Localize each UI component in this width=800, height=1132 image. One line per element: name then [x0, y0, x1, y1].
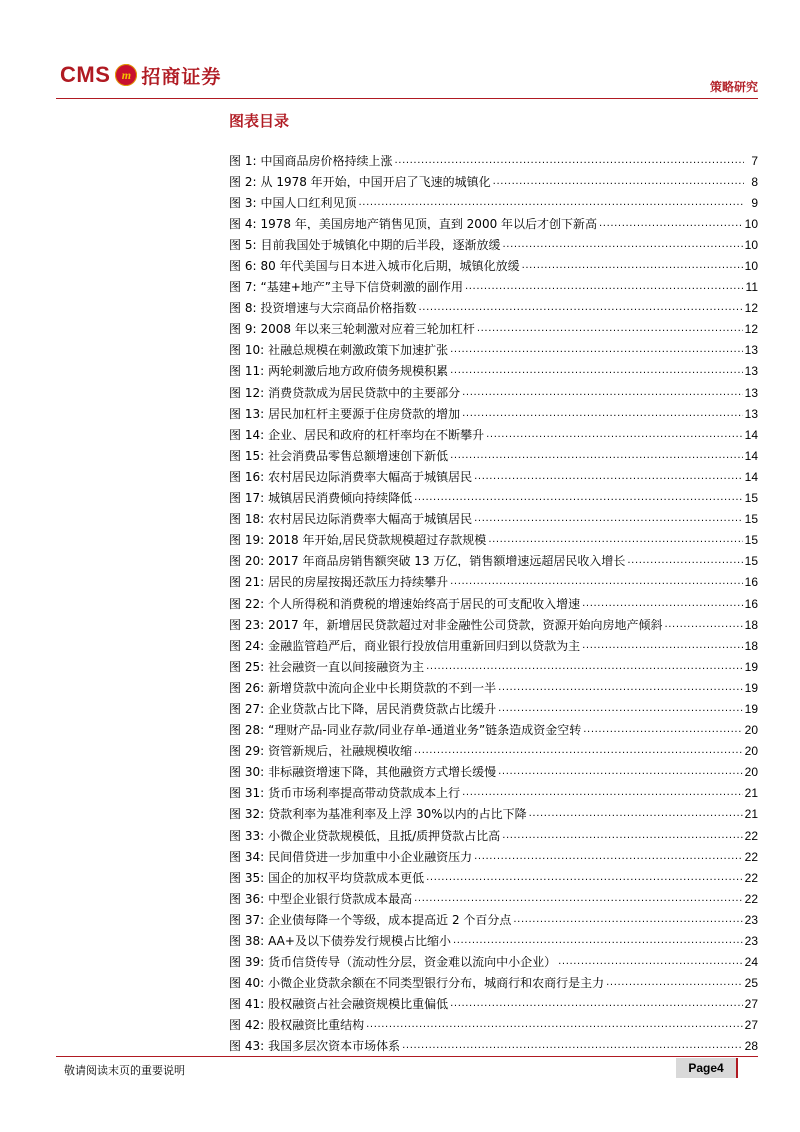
- toc-dot-leader: [503, 239, 743, 251]
- toc-entry[interactable]: [229, 677, 758, 698]
- toc-entry-page: 20: [744, 723, 758, 738]
- toc-entry-page: 21: [744, 807, 758, 822]
- toc-entry-page: 23: [744, 912, 758, 927]
- toc-entry-page: 15: [744, 554, 758, 569]
- toc-entry-title: 股权融资占社会融资规模比重偏低: [268, 998, 449, 1011]
- toc-entry-number: 图 40:: [229, 976, 265, 991]
- toc-entry-number: 图 15:: [229, 448, 265, 463]
- toc-entry-page: 13: [744, 385, 758, 400]
- toc-entry-title: 社会消费品零售总额增速创下新低: [268, 449, 449, 462]
- toc-entry-number: 图 16:: [229, 469, 265, 484]
- toc-entry-number: 图 14:: [229, 427, 265, 442]
- toc-dot-leader: [450, 450, 742, 462]
- toc-entry-number: 图 38:: [229, 934, 265, 949]
- toc-entry[interactable]: [229, 1015, 758, 1036]
- toc-entry[interactable]: [229, 952, 758, 973]
- toc-entry-page: 10: [744, 237, 758, 252]
- toc-entry[interactable]: [229, 656, 758, 677]
- toc-entry-page: 13: [744, 406, 758, 421]
- toc-dot-leader: [582, 598, 742, 610]
- toc-dot-leader: [426, 872, 742, 884]
- toc-entry-number: 图 41:: [229, 997, 265, 1012]
- toc-entry-page: 10: [744, 216, 758, 231]
- toc-entry[interactable]: [229, 762, 758, 783]
- header-divider: [56, 98, 758, 99]
- toc-entry-page: 15: [744, 533, 758, 548]
- toc-entry-title: 资管新规后，社融规模收缩: [268, 745, 413, 758]
- toc-entry-title: 小微企业贷款余额在不同类型银行分布，城商行和农商行是主力: [268, 977, 605, 990]
- toc-entry-page: 22: [744, 849, 758, 864]
- toc-dot-leader: [450, 998, 742, 1010]
- toc-entry[interactable]: [229, 530, 758, 551]
- toc-entry-page: 28: [744, 1039, 758, 1054]
- section-label: 策略研究: [709, 80, 758, 94]
- toc-entry-number: 图 42:: [229, 1018, 265, 1033]
- toc-entry-title: 居民的房屋按揭还款压力持续攀升: [268, 576, 449, 589]
- toc-entry-page: 19: [744, 680, 758, 695]
- toc-entry-title: 贷款利率为基准利率及上浮 30%以内的占比下降: [268, 808, 527, 821]
- page-title: 图表目录: [229, 112, 290, 130]
- toc-entry-number: 图 4:: [229, 216, 257, 231]
- toc-entry-number: 图 10:: [229, 343, 265, 358]
- toc-entry-number: 图 37:: [229, 912, 265, 927]
- toc-entry-page: 25: [744, 976, 758, 991]
- toc-entry[interactable]: [229, 150, 758, 171]
- toc-entry[interactable]: [229, 994, 758, 1015]
- toc-entry-title: 2017 年商品房销售额突破 13 万亿，销售额增速远超居民收入增长: [268, 555, 626, 568]
- toc-entry-title: 国企的加权平均贷款成本更低: [268, 871, 425, 884]
- toc-entry-title: 城镇居民消费倾向持续降低: [268, 492, 413, 505]
- footer-disclaimer: 敬请阅读末页的重要说明: [64, 1064, 185, 1077]
- toc-entry[interactable]: [229, 804, 758, 825]
- toc-dot-leader: [450, 365, 742, 377]
- toc-dot-leader: [414, 745, 742, 757]
- toc-entry-title: 中国人口红利见顶: [260, 196, 357, 209]
- toc-entry[interactable]: [229, 382, 758, 403]
- toc-entry[interactable]: [229, 614, 758, 635]
- toc-dot-leader: [599, 218, 743, 230]
- toc-entry-number: 图 32:: [229, 807, 265, 822]
- toc-entry-page: 22: [744, 891, 758, 906]
- toc-entry[interactable]: [229, 698, 758, 719]
- toc-entry-title: 新增贷款中流向企业中长期贷款的不到一半: [268, 681, 497, 694]
- toc-dot-leader: [474, 851, 742, 863]
- toc-entry-number: 图 26:: [229, 680, 265, 695]
- toc-entry-page: 18: [744, 638, 758, 653]
- toc-entry-number: 图 21:: [229, 575, 265, 590]
- toc-dot-leader: [395, 155, 744, 167]
- logo-chinese-name: 招商证券: [141, 65, 222, 88]
- toc-entry-title: 从 1978 年开始，中国开启了飞速的城镇化: [260, 175, 491, 188]
- toc-dot-leader: [426, 661, 742, 673]
- toc-dot-leader: [414, 492, 742, 504]
- toc-dot-leader: [665, 619, 743, 631]
- toc-entry-title: AA+及以下债券发行规模占比缩小: [268, 935, 451, 948]
- toc-entry[interactable]: [229, 930, 758, 951]
- toc-entry-number: 图 39:: [229, 955, 265, 970]
- toc-entry-page: 23: [744, 934, 758, 949]
- toc-dot-leader: [477, 323, 743, 335]
- toc-dot-leader: [474, 513, 742, 525]
- toc-entry-page: 27: [744, 1018, 758, 1033]
- toc-entry[interactable]: [229, 509, 758, 530]
- toc-dot-leader: [502, 830, 742, 842]
- toc-entry-page: 14: [744, 427, 758, 442]
- toc-entry-number: 图 13:: [229, 406, 265, 421]
- toc-dot-leader: [627, 555, 742, 567]
- toc-dot-leader: [488, 534, 742, 546]
- toc-entry-title: 2008 年以来三轮刺激对应着三轮加杠杆: [260, 323, 475, 336]
- toc-entry-number: 图 24:: [229, 638, 265, 653]
- toc-entry-title: 目前我国处于城镇化中期的后半段，逐渐放缓: [260, 238, 501, 251]
- toc-entry-page: 9: [751, 195, 758, 210]
- toc-entry-page: 21: [744, 786, 758, 801]
- toc-dot-leader: [359, 197, 744, 209]
- toc-dot-leader: [493, 176, 744, 188]
- toc-dot-leader: [498, 703, 742, 715]
- toc-list: [229, 150, 758, 1057]
- toc-entry[interactable]: [229, 572, 758, 593]
- toc-entry-page: 7: [751, 153, 758, 168]
- logo-badge-letter: m: [121, 67, 132, 82]
- toc-dot-leader: [419, 302, 743, 314]
- toc-entry-page: 16: [744, 575, 758, 590]
- toc-entry-title: 投资增速与大宗商品价格指数: [260, 302, 417, 315]
- toc-entry-page: 13: [744, 343, 758, 358]
- toc-entry[interactable]: [229, 783, 758, 804]
- toc-entry-title: 农村居民边际消费率大幅高于城镇居民: [268, 513, 473, 526]
- toc-entry-page: 10: [744, 259, 758, 274]
- toc-entry-title: 企业债每降一个等级，成本提高近 2 个百分点: [268, 913, 512, 926]
- toc-entry[interactable]: [229, 846, 758, 867]
- toc-entry-number: 图 33:: [229, 828, 265, 843]
- toc-entry-title: 小微企业贷款规模低，且抵/质押贷款占比高: [268, 829, 501, 842]
- toc-dot-leader: [402, 1040, 742, 1052]
- toc-entry-number: 图 18:: [229, 512, 265, 527]
- toc-entry[interactable]: [229, 973, 758, 994]
- toc-entry-title: 居民加杠杆主要源于住房贷款的增加: [268, 407, 461, 420]
- toc-entry-page: 13: [744, 364, 758, 379]
- toc-entry[interactable]: [229, 867, 758, 888]
- toc-dot-leader: [462, 787, 742, 799]
- toc-dot-leader: [474, 471, 742, 483]
- toc-entry-title: 企业贷款占比下降，居民消费贷款占比缓升: [268, 702, 497, 715]
- toc-entry[interactable]: [229, 424, 758, 445]
- toc-entry-page: 24: [744, 955, 758, 970]
- toc-entry-page: 12: [744, 322, 758, 337]
- toc-entry[interactable]: [229, 192, 758, 213]
- toc-entry-page: 27: [744, 997, 758, 1012]
- toc-entry[interactable]: [229, 445, 758, 466]
- toc-entry-number: 图 35:: [229, 870, 265, 885]
- toc-entry-page: 19: [744, 701, 758, 716]
- toc-entry-title: 农村居民边际消费率大幅高于城镇居民: [268, 470, 473, 483]
- toc-entry[interactable]: [229, 340, 758, 361]
- toc-entry-title: 社融总规模在刺激政策下加速扩张: [268, 344, 449, 357]
- toc-entry-number: 图 12:: [229, 385, 265, 400]
- toc-entry[interactable]: [229, 593, 758, 614]
- toc-entry-number: 图 17:: [229, 491, 265, 506]
- toc-entry[interactable]: [229, 909, 758, 930]
- toc-dot-leader: [450, 344, 742, 356]
- toc-entry-number: 图 11:: [229, 364, 265, 379]
- toc-entry-page: 19: [744, 659, 758, 674]
- toc-entry-number: 图 20:: [229, 554, 265, 569]
- toc-entry[interactable]: [229, 361, 758, 382]
- toc-dot-leader: [462, 387, 742, 399]
- toc-entry[interactable]: [229, 720, 758, 741]
- toc-entry-number: 图 36:: [229, 891, 265, 906]
- toc-entry-number: 图 1:: [229, 153, 257, 168]
- toc-entry[interactable]: [229, 488, 758, 509]
- toc-entry-title: 2018 年开始,居民贷款规模超过存款规模: [268, 534, 487, 547]
- logo-cms-text: CMS: [60, 62, 111, 87]
- toc-entry[interactable]: [229, 635, 758, 656]
- toc-entry-title: 民间借贷进一步加重中小企业融资压力: [268, 850, 473, 863]
- toc-entry-number: 图 2:: [229, 174, 257, 189]
- toc-entry-title: 中国商品房价格持续上涨: [260, 154, 393, 167]
- toc-entry-page: 16: [744, 596, 758, 611]
- toc-entry[interactable]: [229, 234, 758, 255]
- toc-entry-page: 14: [744, 469, 758, 484]
- toc-entry-title: 80 年代美国与日本进入城市化后期，城镇化放缓: [260, 260, 520, 273]
- toc-entry-page: 22: [744, 870, 758, 885]
- toc-entry-title: 企业、居民和政府的杠杆率均在不断攀升: [268, 428, 485, 441]
- logo-badge-icon: [115, 64, 137, 86]
- toc-entry[interactable]: [229, 888, 758, 909]
- toc-entry-title: 社会融资一直以间接融资为主: [268, 660, 425, 673]
- toc-dot-leader: [583, 724, 742, 736]
- toc-entry-page: 14: [744, 448, 758, 463]
- toc-entry-number: 图 28:: [229, 723, 265, 738]
- toc-dot-leader: [606, 977, 742, 989]
- toc-entry-number: 图 25:: [229, 659, 265, 674]
- page-header: [0, 0, 800, 110]
- toc-entry-number: 图 3:: [229, 195, 257, 210]
- toc-entry-title: 两轮刺激后地方政府债务规模积累: [268, 365, 449, 378]
- toc-entry-page: 20: [744, 765, 758, 780]
- toc-dot-leader: [522, 260, 743, 272]
- toc-entry-title: “理财产品-同业存款/同业存单-通道业务”链条造成资金空转: [268, 724, 582, 737]
- toc-entry[interactable]: [229, 466, 758, 487]
- toc-entry-page: 20: [744, 744, 758, 759]
- page-number-badge: Page4: [676, 1058, 738, 1078]
- toc-entry-page: 18: [744, 617, 758, 632]
- toc-entry[interactable]: [229, 825, 758, 846]
- toc-entry-number: 图 34:: [229, 849, 265, 864]
- toc-entry-page: 15: [744, 491, 758, 506]
- toc-dot-leader: [486, 429, 742, 441]
- toc-entry-number: 图 27:: [229, 701, 265, 716]
- toc-entry-number: 图 23:: [229, 617, 265, 632]
- toc-entry-page: 22: [744, 828, 758, 843]
- toc-entry-number: 图 29:: [229, 744, 265, 759]
- toc-entry-number: 图 22:: [229, 596, 265, 611]
- toc-entry-number: 图 19:: [229, 533, 265, 548]
- toc-entry-number: 图 6:: [229, 259, 257, 274]
- toc-entry-number: 图 5:: [229, 237, 257, 252]
- toc-entry[interactable]: [229, 298, 758, 319]
- toc-dot-leader: [462, 408, 742, 420]
- toc-entry-title: 2017 年，新增居民贷款超过对非金融性公司贷款，资源开始向房地产倾斜: [268, 618, 663, 631]
- toc-entry[interactable]: [229, 277, 758, 298]
- toc-entry-number: 图 8:: [229, 301, 257, 316]
- toc-entry[interactable]: [229, 319, 758, 340]
- toc-dot-leader: [558, 956, 742, 968]
- toc-entry-number: 图 9:: [229, 322, 257, 337]
- cms-logo: [60, 62, 221, 88]
- toc-entry[interactable]: [229, 171, 758, 192]
- toc-entry[interactable]: [229, 1036, 758, 1057]
- toc-dot-leader: [465, 281, 744, 293]
- toc-dot-leader: [498, 766, 742, 778]
- toc-entry-page: 15: [744, 512, 758, 527]
- toc-entry-title: 股权融资比重结构: [268, 1019, 365, 1032]
- toc-entry-number: 图 30:: [229, 765, 265, 780]
- toc-entry-page: 11: [745, 280, 758, 295]
- toc-dot-leader: [513, 914, 742, 926]
- toc-entry[interactable]: [229, 551, 758, 572]
- toc-entry-title: 货币市场利率提高带动贷款成本上行: [268, 787, 461, 800]
- toc-entry[interactable]: [229, 213, 758, 234]
- toc-dot-leader: [450, 576, 742, 588]
- toc-entry-title: 非标融资增速下降，其他融资方式增长缓慢: [268, 766, 497, 779]
- toc-entry-title: 个人所得税和消费税的增速始终高于居民的可支配收入增速: [268, 597, 581, 610]
- toc-entry-title: 我国多层次资本市场体系: [268, 1040, 401, 1053]
- toc-entry-title: 1978 年，美国房地产销售见顶，直到 2000 年以后才创下新高: [260, 217, 598, 230]
- toc-entry-number: 图 43:: [229, 1039, 265, 1054]
- toc-entry[interactable]: [229, 403, 758, 424]
- toc-entry-title: 金融监管趋严后，商业银行投放信用重新回归到以贷款为主: [268, 639, 581, 652]
- toc-dot-leader: [414, 893, 742, 905]
- toc-dot-leader: [366, 1019, 742, 1031]
- toc-dot-leader: [529, 808, 743, 820]
- toc-entry[interactable]: [229, 255, 758, 276]
- toc-dot-leader: [498, 682, 742, 694]
- toc-dot-leader: [453, 935, 743, 947]
- toc-entry-title: 消费贷款成为居民贷款中的主要部分: [268, 386, 461, 399]
- toc-entry-number: 图 7:: [229, 280, 257, 295]
- toc-entry-title: “基建+地产”主导下信贷刺激的副作用: [260, 281, 463, 294]
- toc-entry-page: 8: [751, 174, 758, 189]
- toc-entry-page: 12: [744, 301, 758, 316]
- toc-entry[interactable]: [229, 741, 758, 762]
- toc-entry-title: 货币信贷传导（流动性分层，资金难以流向中小企业）: [268, 956, 557, 969]
- toc-dot-leader: [582, 640, 742, 652]
- toc-entry-number: 图 31:: [229, 786, 265, 801]
- footer-divider: [56, 1056, 758, 1057]
- toc-entry-title: 中型企业银行贷款成本最高: [268, 892, 413, 905]
